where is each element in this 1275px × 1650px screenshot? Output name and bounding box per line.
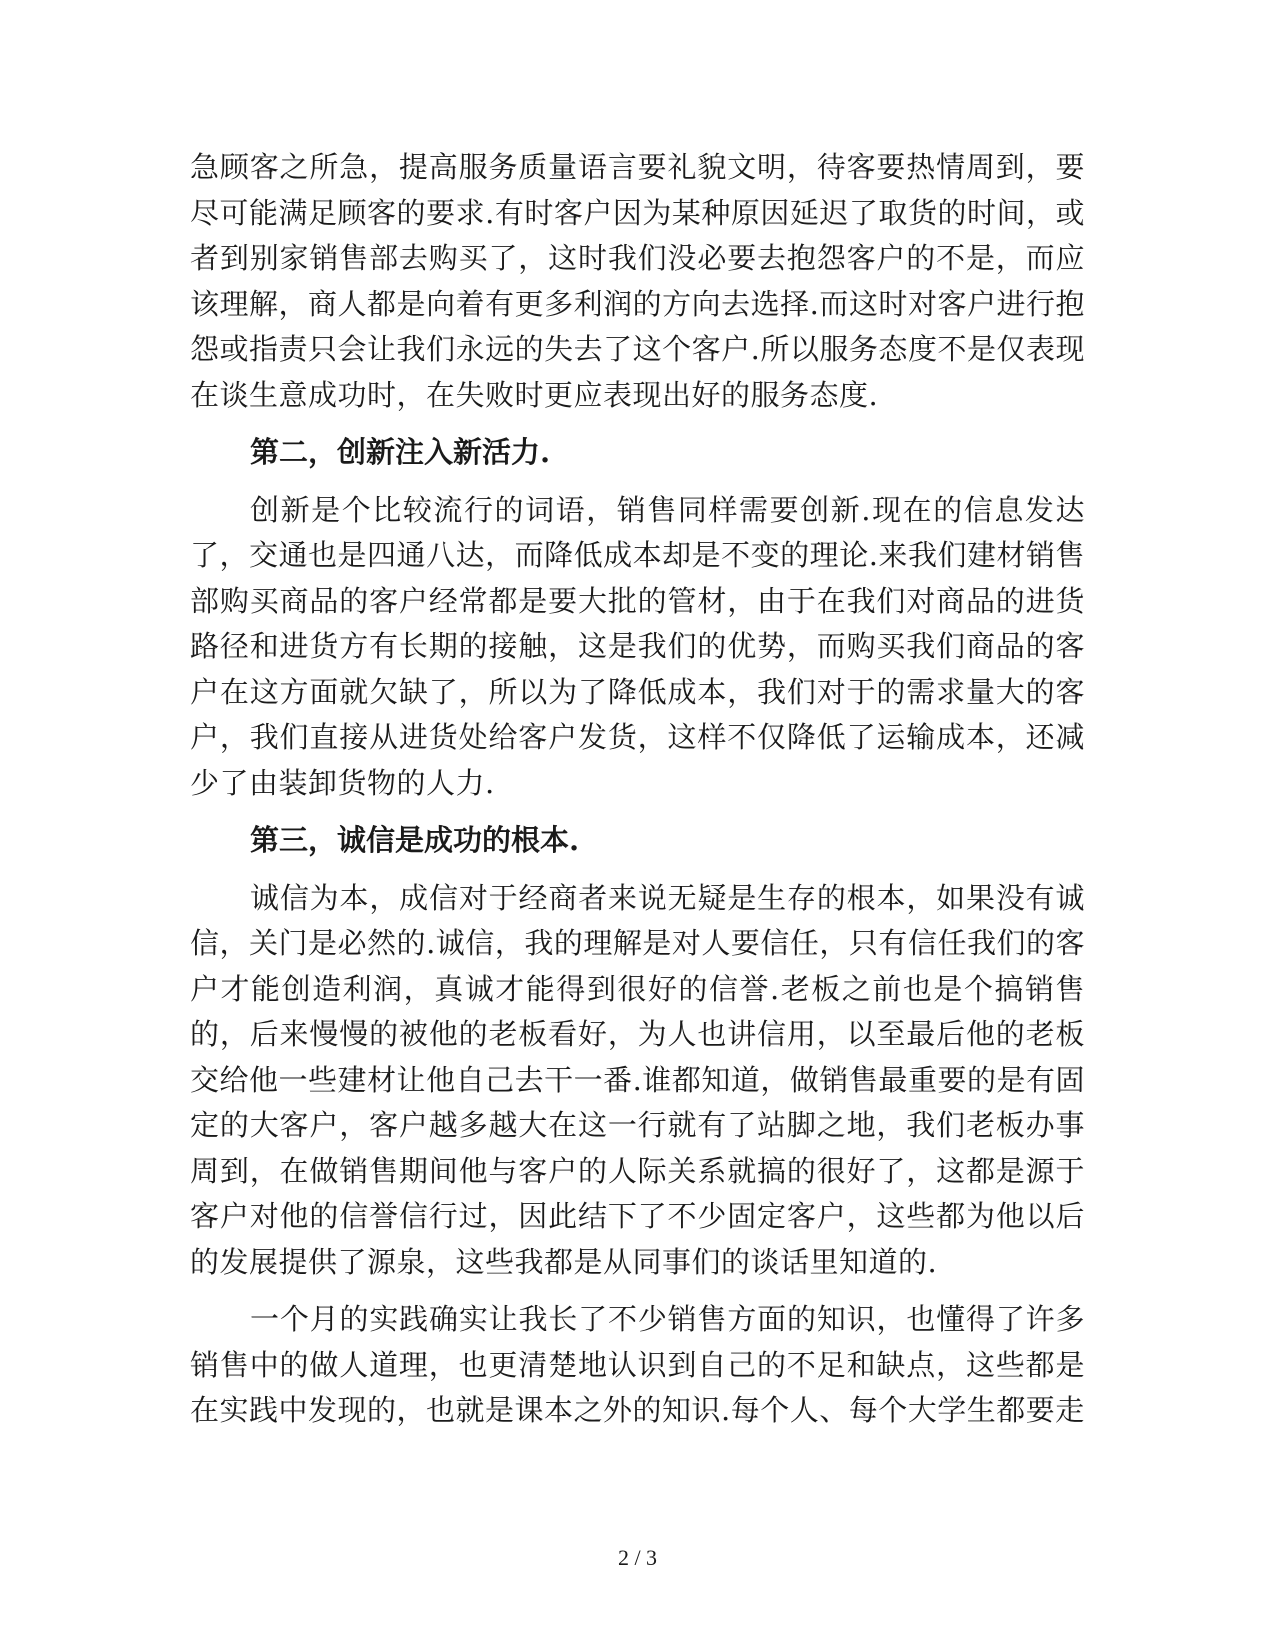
paragraph-conclusion: 一个月的实践确实让我长了不少销售方面的知识，也懂得了许多销售中的做人道理，也更清楚地认识到自己的不足和缺点，这些都是在实践中发现的，也就是课本之外的知识.每个人、每个大学生都要走 bbox=[190, 1302, 1085, 1427]
paragraph-integrity: 诚信为本，成信对于经商者来说无疑是生存的根本，如果没有诚信，关门是必然的.诚信，我的理解是对人要信任，只有信任我们的客户才能创造利润，真诚才能得到很好的信誉.老板之前也是个搞销售的，后来慢慢的被他的老板看好，为人也讲信用，以至最后他的老板交给他一些建材让他自己去干一番.谁都知道，做销售最重要的是有固定的大客户，客户越多越大在这一行就有了站脚之地，我们老板办事周到，在做销售期间他与客户的人际关系就搞的很好了，这都是源于客户对他的信誉信行过，因此结下了不少固定客户，这些都为他以后的发展提供了源泉，这些我都是从同事们的谈话里知道的. bbox=[190, 880, 1085, 1279]
section-heading-integrity: 第三，诚信是成功的根本. bbox=[250, 823, 580, 857]
page-number: 2 / 3 bbox=[617, 1545, 658, 1570]
section-heading-innovation: 第二，创新注入新活力. bbox=[250, 435, 551, 469]
paragraph-service-attitude: 急顾客之所急，提高服务质量语言要礼貌文明，待客要热情周到，要尽可能满足顾客的要求.有时客户因为某种原因延迟了取货的时间，或者到别家销售部去购买了，这时我们没必要去抱怨客户的不是，而应该理解，商人都是向着有更多利润的方向去选择.而这时对客户进行抱怨或指责只会让我们永远的失去了这个客户.所以服务态度不是仅表现在谈生意成功时，在失败时更应表现出好的服务态度. bbox=[190, 150, 1085, 412]
document-body bbox=[190, 145, 1085, 1434]
paragraph-innovation: 创新是个比较流行的词语，销售同样需要创新.现在的信息发达了，交通也是四通八达，而降低成本却是不变的理论.来我们建材销售部购买商品的客户经常都是要大批的管材，由于在我们对商品的进货路径和进货方有长期的接触，这是我们的优势，而购买我们商品的客户在这方面就欠缺了，所以为了降低成本，我们对于的需求量大的客户，我们直接从进货处给客户发货，这样不仅降低了运输成本，还减少了由装卸货物的人力. bbox=[190, 492, 1085, 800]
